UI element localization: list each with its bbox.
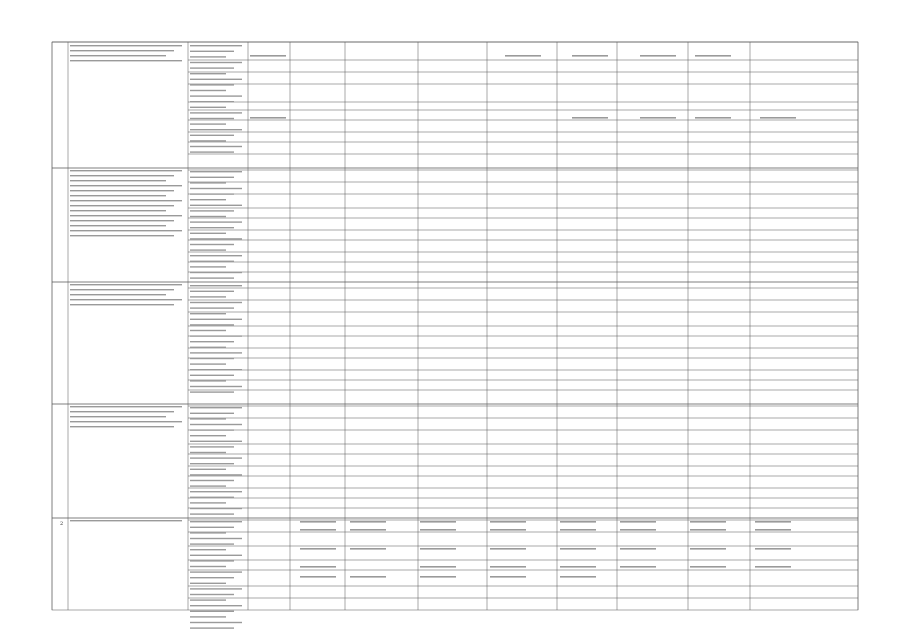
illegible-number (420, 566, 456, 568)
illegible-text-line (70, 406, 182, 407)
illegible-number (490, 576, 526, 578)
illegible-text-line (70, 284, 182, 285)
illegible-text-line (190, 594, 234, 595)
illegible-text-line (190, 129, 242, 130)
text-line-placeholders (70, 45, 796, 629)
illegible-text-line (70, 200, 182, 201)
illegible-text-line (190, 347, 226, 348)
illegible-text-line (190, 216, 226, 217)
illegible-number (755, 548, 791, 550)
illegible-text-line (190, 571, 242, 572)
illegible-text-line (190, 95, 242, 96)
illegible-text-line (190, 391, 234, 392)
illegible-text-line (190, 497, 234, 498)
illegible-text-line (190, 418, 226, 419)
illegible-text-line (70, 210, 166, 211)
illegible-number (560, 548, 596, 550)
illegible-text-line (190, 244, 234, 245)
illegible-text-line (190, 296, 226, 297)
illegible-text-line (190, 210, 234, 211)
illegible-text-line (190, 424, 242, 425)
illegible-number (350, 521, 386, 523)
illegible-text-line (190, 285, 242, 286)
illegible-text-line (190, 386, 242, 387)
illegible-text-line (190, 560, 234, 561)
illegible-text-line (190, 51, 234, 52)
illegible-number (250, 117, 286, 119)
illegible-text-line (70, 205, 174, 206)
illegible-number (620, 548, 656, 550)
illegible-text-line (190, 599, 226, 600)
illegible-text-line (190, 457, 242, 458)
illegible-text-line (70, 180, 166, 181)
illegible-text-line (70, 190, 174, 191)
illegible-text-line (70, 416, 166, 417)
illegible-text-line (190, 469, 226, 470)
illegible-number (690, 529, 726, 531)
illegible-text-line (190, 261, 234, 262)
illegible-text-line (190, 352, 242, 353)
illegible-text-line (190, 193, 234, 194)
illegible-text-line (190, 324, 234, 325)
table-grid-lines (52, 42, 858, 610)
illegible-text-line (190, 605, 242, 606)
illegible-number (420, 548, 456, 550)
illegible-text-line (70, 426, 174, 427)
illegible-text-line (70, 235, 174, 236)
illegible-text-line (70, 215, 182, 216)
illegible-text-line (190, 112, 242, 113)
illegible-text-line (190, 319, 242, 320)
illegible-text-line (190, 272, 242, 273)
illegible-text-line (190, 73, 226, 74)
illegible-text-line (190, 266, 226, 267)
illegible-text-line (190, 513, 234, 514)
illegible-text-line (70, 175, 174, 176)
illegible-text-line (70, 185, 182, 186)
illegible-text-line (190, 238, 242, 239)
illegible-number (620, 521, 656, 523)
illegible-text-line (190, 549, 226, 550)
illegible-number (490, 566, 526, 568)
illegible-text-line (190, 233, 226, 234)
illegible-number (760, 117, 796, 119)
illegible-text-line (190, 622, 242, 623)
illegible-text-line (190, 566, 226, 567)
illegible-text-line (190, 413, 234, 414)
illegible-text-line (190, 369, 242, 370)
illegible-text-line (190, 429, 234, 430)
illegible-number (560, 576, 596, 578)
illegible-text-line (190, 182, 226, 183)
illegible-number (640, 117, 676, 119)
illegible-text-line (190, 277, 234, 278)
illegible-number (490, 521, 526, 523)
illegible-text-line (190, 527, 234, 528)
illegible-text-line (190, 555, 242, 556)
illegible-text-line (190, 255, 242, 256)
illegible-text-line (190, 611, 234, 612)
illegible-text-line (190, 107, 226, 108)
illegible-text-line (190, 199, 226, 200)
illegible-text-line (70, 45, 182, 46)
illegible-text-line (190, 335, 242, 336)
illegible-text-line (190, 177, 234, 178)
illegible-text-line (190, 452, 226, 453)
illegible-number (560, 566, 596, 568)
illegible-text-line (190, 358, 234, 359)
illegible-text-line (190, 45, 242, 46)
illegible-text-line (190, 188, 242, 189)
illegible-text-line (190, 67, 234, 68)
illegible-text-line (190, 330, 226, 331)
illegible-text-line (70, 411, 174, 412)
illegible-text-line (190, 221, 242, 222)
illegible-text-line (190, 441, 242, 442)
illegible-number (350, 529, 386, 531)
illegible-text-line (190, 302, 242, 303)
illegible-number (300, 529, 336, 531)
illegible-number (300, 521, 336, 523)
illegible-text-line (70, 299, 182, 300)
illegible-text-line (190, 118, 234, 119)
illegible-text-line (70, 289, 174, 290)
illegible-text-line (190, 407, 242, 408)
illegible-text-line (70, 520, 182, 521)
illegible-number (560, 529, 596, 531)
illegible-number (490, 529, 526, 531)
illegible-number (420, 529, 456, 531)
illegible-number (755, 566, 791, 568)
illegible-text-line (190, 151, 234, 152)
illegible-text-line (190, 577, 234, 578)
illegible-number (420, 521, 456, 523)
illegible-text-line (190, 474, 242, 475)
illegible-number (755, 521, 791, 523)
illegible-text-line (190, 62, 242, 63)
illegible-number (695, 117, 731, 119)
illegible-number (490, 548, 526, 550)
illegible-number (350, 576, 386, 578)
illegible-number (300, 566, 336, 568)
illegible-text-line (190, 480, 234, 481)
illegible-text-line (190, 491, 242, 492)
illegible-text-line (190, 446, 234, 447)
illegible-text-line (190, 123, 226, 124)
illegible-number (560, 521, 596, 523)
illegible-text-line (190, 341, 234, 342)
illegible-text-line (190, 543, 234, 544)
illegible-number (300, 576, 336, 578)
illegible-text-line (190, 205, 242, 206)
illegible-text-line (70, 60, 182, 61)
illegible-number (250, 55, 286, 57)
illegible-text-line (190, 227, 234, 228)
illegible-number (620, 566, 656, 568)
illegible-text-line (190, 521, 242, 522)
illegible-text-line (70, 304, 174, 305)
illegible-text-line (190, 56, 226, 57)
illegible-text-line (70, 50, 174, 51)
illegible-text-line (190, 313, 226, 314)
illegible-text-line (70, 195, 166, 196)
illegible-text-line (190, 249, 226, 250)
illegible-text-line (190, 588, 242, 589)
illegible-text-line (190, 171, 242, 172)
illegible-text-line (190, 508, 242, 509)
illegible-text-line (190, 363, 226, 364)
illegible-text-line (70, 294, 166, 295)
illegible-text-line (190, 291, 234, 292)
illegible-text-line (190, 627, 234, 628)
illegible-text-line (70, 225, 166, 226)
illegible-text-line (190, 538, 242, 539)
illegible-text-line (190, 135, 234, 136)
illegible-text-line (190, 84, 234, 85)
illegible-number (690, 566, 726, 568)
illegible-number (300, 548, 336, 550)
illegible-text-line (190, 532, 226, 533)
illegible-text-line (70, 220, 174, 221)
illegible-number (690, 521, 726, 523)
illegible-text-line (190, 90, 226, 91)
illegible-text-line (70, 230, 182, 231)
illegible-number (690, 548, 726, 550)
illegible-text-line (190, 79, 242, 80)
illegible-text-line (190, 101, 234, 102)
illegible-text-line (190, 140, 226, 141)
row-number: 2 (60, 521, 64, 527)
illegible-number (572, 55, 608, 57)
illegible-text-line (70, 421, 182, 422)
illegible-text-line (70, 170, 182, 171)
illegible-text-line (190, 146, 242, 147)
illegible-number (505, 55, 541, 57)
illegible-number (620, 529, 656, 531)
illegible-text-line (190, 616, 226, 617)
illegible-text-line (190, 502, 226, 503)
illegible-number (350, 548, 386, 550)
illegible-number (640, 55, 676, 57)
illegible-text-line (190, 583, 226, 584)
illegible-text-line (190, 435, 226, 436)
illegible-number (695, 55, 731, 57)
illegible-number (755, 529, 791, 531)
illegible-text-line (190, 463, 234, 464)
illegible-text-line (190, 375, 234, 376)
illegible-text-line (190, 380, 226, 381)
illegible-text-line (190, 485, 226, 486)
illegible-text-line (70, 55, 166, 56)
illegible-text-line (190, 307, 234, 308)
illegible-number (420, 576, 456, 578)
illegible-number (572, 117, 608, 119)
